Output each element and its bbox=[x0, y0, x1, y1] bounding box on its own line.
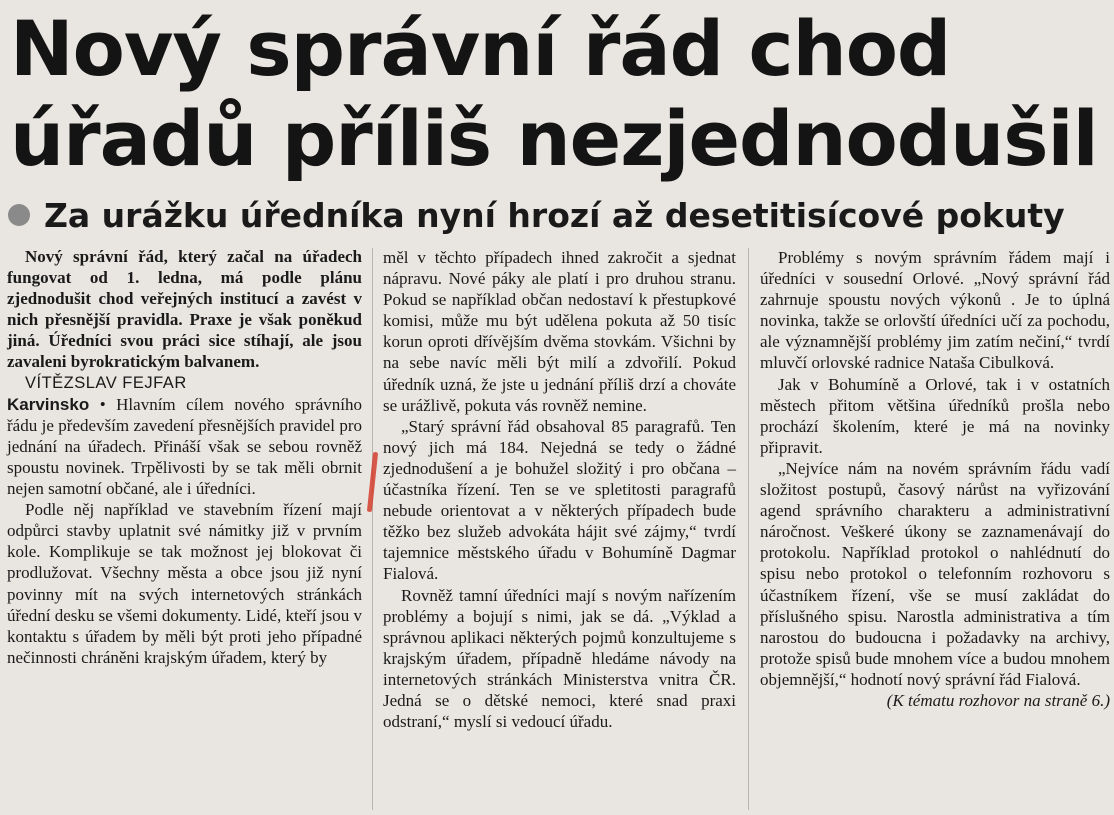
paragraph: Jak v Bohumíně a Orlové, tak i v ostatních městech přitom většina úředníků prošla nebo prochází školením, které je má na novinky připravit. bbox=[760, 374, 1110, 457]
end-note: (K tématu rozhovor na straně 6.) bbox=[886, 690, 1110, 710]
headline-line-2: úřadů příliš nezjednodušil bbox=[10, 94, 1098, 183]
subheadline-text: Za urážku úředníka nyní hrozí až desetitisícové pokuty bbox=[44, 196, 1065, 235]
paragraph: Karvinsko • Hlavním cílem nového správního řádu je především zavedení přesnějších pravidel pro jednání na úřadech. Přináší však se sebou rovněž spoustu novinek. Trpělivosti by se tak měli obrnit nejen samotní občané, ale i úředníci. bbox=[7, 394, 362, 499]
paragraph: Rovněž tamní úředníci mají s novým nařízením problémy a bojují s nimi, jak se dá. „Výklad a správnou aplikaci některých pojmů konzultujeme s krajským úřadem, případně hledáme návody na internetových stránkách Ministerstva vnitra ČR. Jedná se o dětské nemoci, které snad praxi odstraní,“ myslí si vedoucí úřadu. bbox=[383, 585, 736, 732]
paragraph-text: Hlavním cílem nového správního řádu je především zavedení přesnějších pravidel pro jednání na úřadech. Přináší však se sebou rovněž spoustu novinek. Trpělivosti by se tak měli obrnit nejen samotní občané, ale i úředníci. bbox=[7, 394, 362, 499]
paragraph: Problémy s novým správním řádem mají i úředníci v sousední Orlové. „Nový správní řád zahrnuje spoustu nových výkonů . Je to úplná novinka, takže se orlovští úředníci učí za pochodu, ale významnější problémy jim zatím nečiní,“ tvrdí mluvčí orlovské radnice Nataša Cibulková. bbox=[760, 248, 1110, 373]
column-2 bbox=[383, 247, 736, 732]
paragraph: „Nejvíce nám na novém správním řádu vadí složitost postupů, časový nárůst na vyřizování agend správního charakteru a administrativní náročnost. Veškeré úkony se zaznamenávají do protokolu. Například protokol o nahlédnutí do spisu nebo protokol o telefonním rozhovoru s účastníkem řízení, vše se musí zakládat do příslušného spisu. Narostla administrativa a tím narostou do budoucna i požadavky na archivy, protože spisů bude mnohem více a budou mnohem objemnější,“ hodnotí nový správní řád Fialová. bbox=[760, 458, 1110, 689]
paragraph: měl v těchto případech ihned zakročit a sjednat nápravu. Nové páky ale platí i pro druhou stranu. Pokud se například občan nedostaví k přestupkové komisi, může mu být udělena pokuta až 50 tisíc korun oproti dřívějším dvěma stovkám. Všichni by na sebe navíc měli být milí a zdvořilí. Pokud úředník uzná, že jste u jednání příliš drzí a chováte se urážlivě, pokuta vás rovněž nemine. bbox=[383, 248, 736, 415]
bullet-icon bbox=[8, 204, 30, 226]
subheadline bbox=[8, 194, 1108, 238]
column-divider bbox=[372, 248, 373, 810]
headline bbox=[10, 4, 1110, 184]
column-3 bbox=[760, 247, 1110, 711]
column-divider bbox=[748, 248, 749, 810]
red-pen-mark bbox=[367, 452, 378, 512]
dateline: Karvinsko bbox=[7, 394, 90, 414]
headline-line-1: Nový správní řád chod bbox=[10, 4, 951, 93]
column-1 bbox=[7, 246, 362, 668]
paragraph: „Starý správní řád obsahoval 85 paragrafů. Ten nový jich má 184. Nejedná se tedy o žádné zjednodušení a je bohužel složitý i pro občana – účastníka řízení. Ten se ve spletitosti paragrafů nebude orientovat a v některých případech bude těžko bez služeb advokáta hájit své zájmy,“ tvrdí tajemnice městského úřadu v Bohumíně Dagmar Fialová. bbox=[383, 416, 736, 584]
paragraph: Podle něj například ve stavebním řízení mají odpůrci stavby uplatnit své námitky již v prvním kole. Komplikuje se tak možnost jej blokovat či prodlužovat. Všechny města a obce jsou již nyní povinny mít na svých internetových stránkách úřední desku se všemi dokumenty. Lidé, kteří jsou v kontaktu s úřadem by měli být proti jeho případné nečinnosti chráněni krajským úřadem, který by bbox=[7, 500, 362, 667]
lead-paragraph: Nový správní řád, který začal na úřadech fungovat od 1. ledna, má podle plánu zjednodušit chod veřejných institucí a zavést v nich přesnější pravidla. Praxe je však poněkud jiná. Úředníci svou práci sice stíhají, ale jsou zavaleni byrokratickým balvanem. bbox=[7, 247, 362, 372]
byline: VÍTĚZSLAV FEJFAR bbox=[25, 373, 187, 392]
